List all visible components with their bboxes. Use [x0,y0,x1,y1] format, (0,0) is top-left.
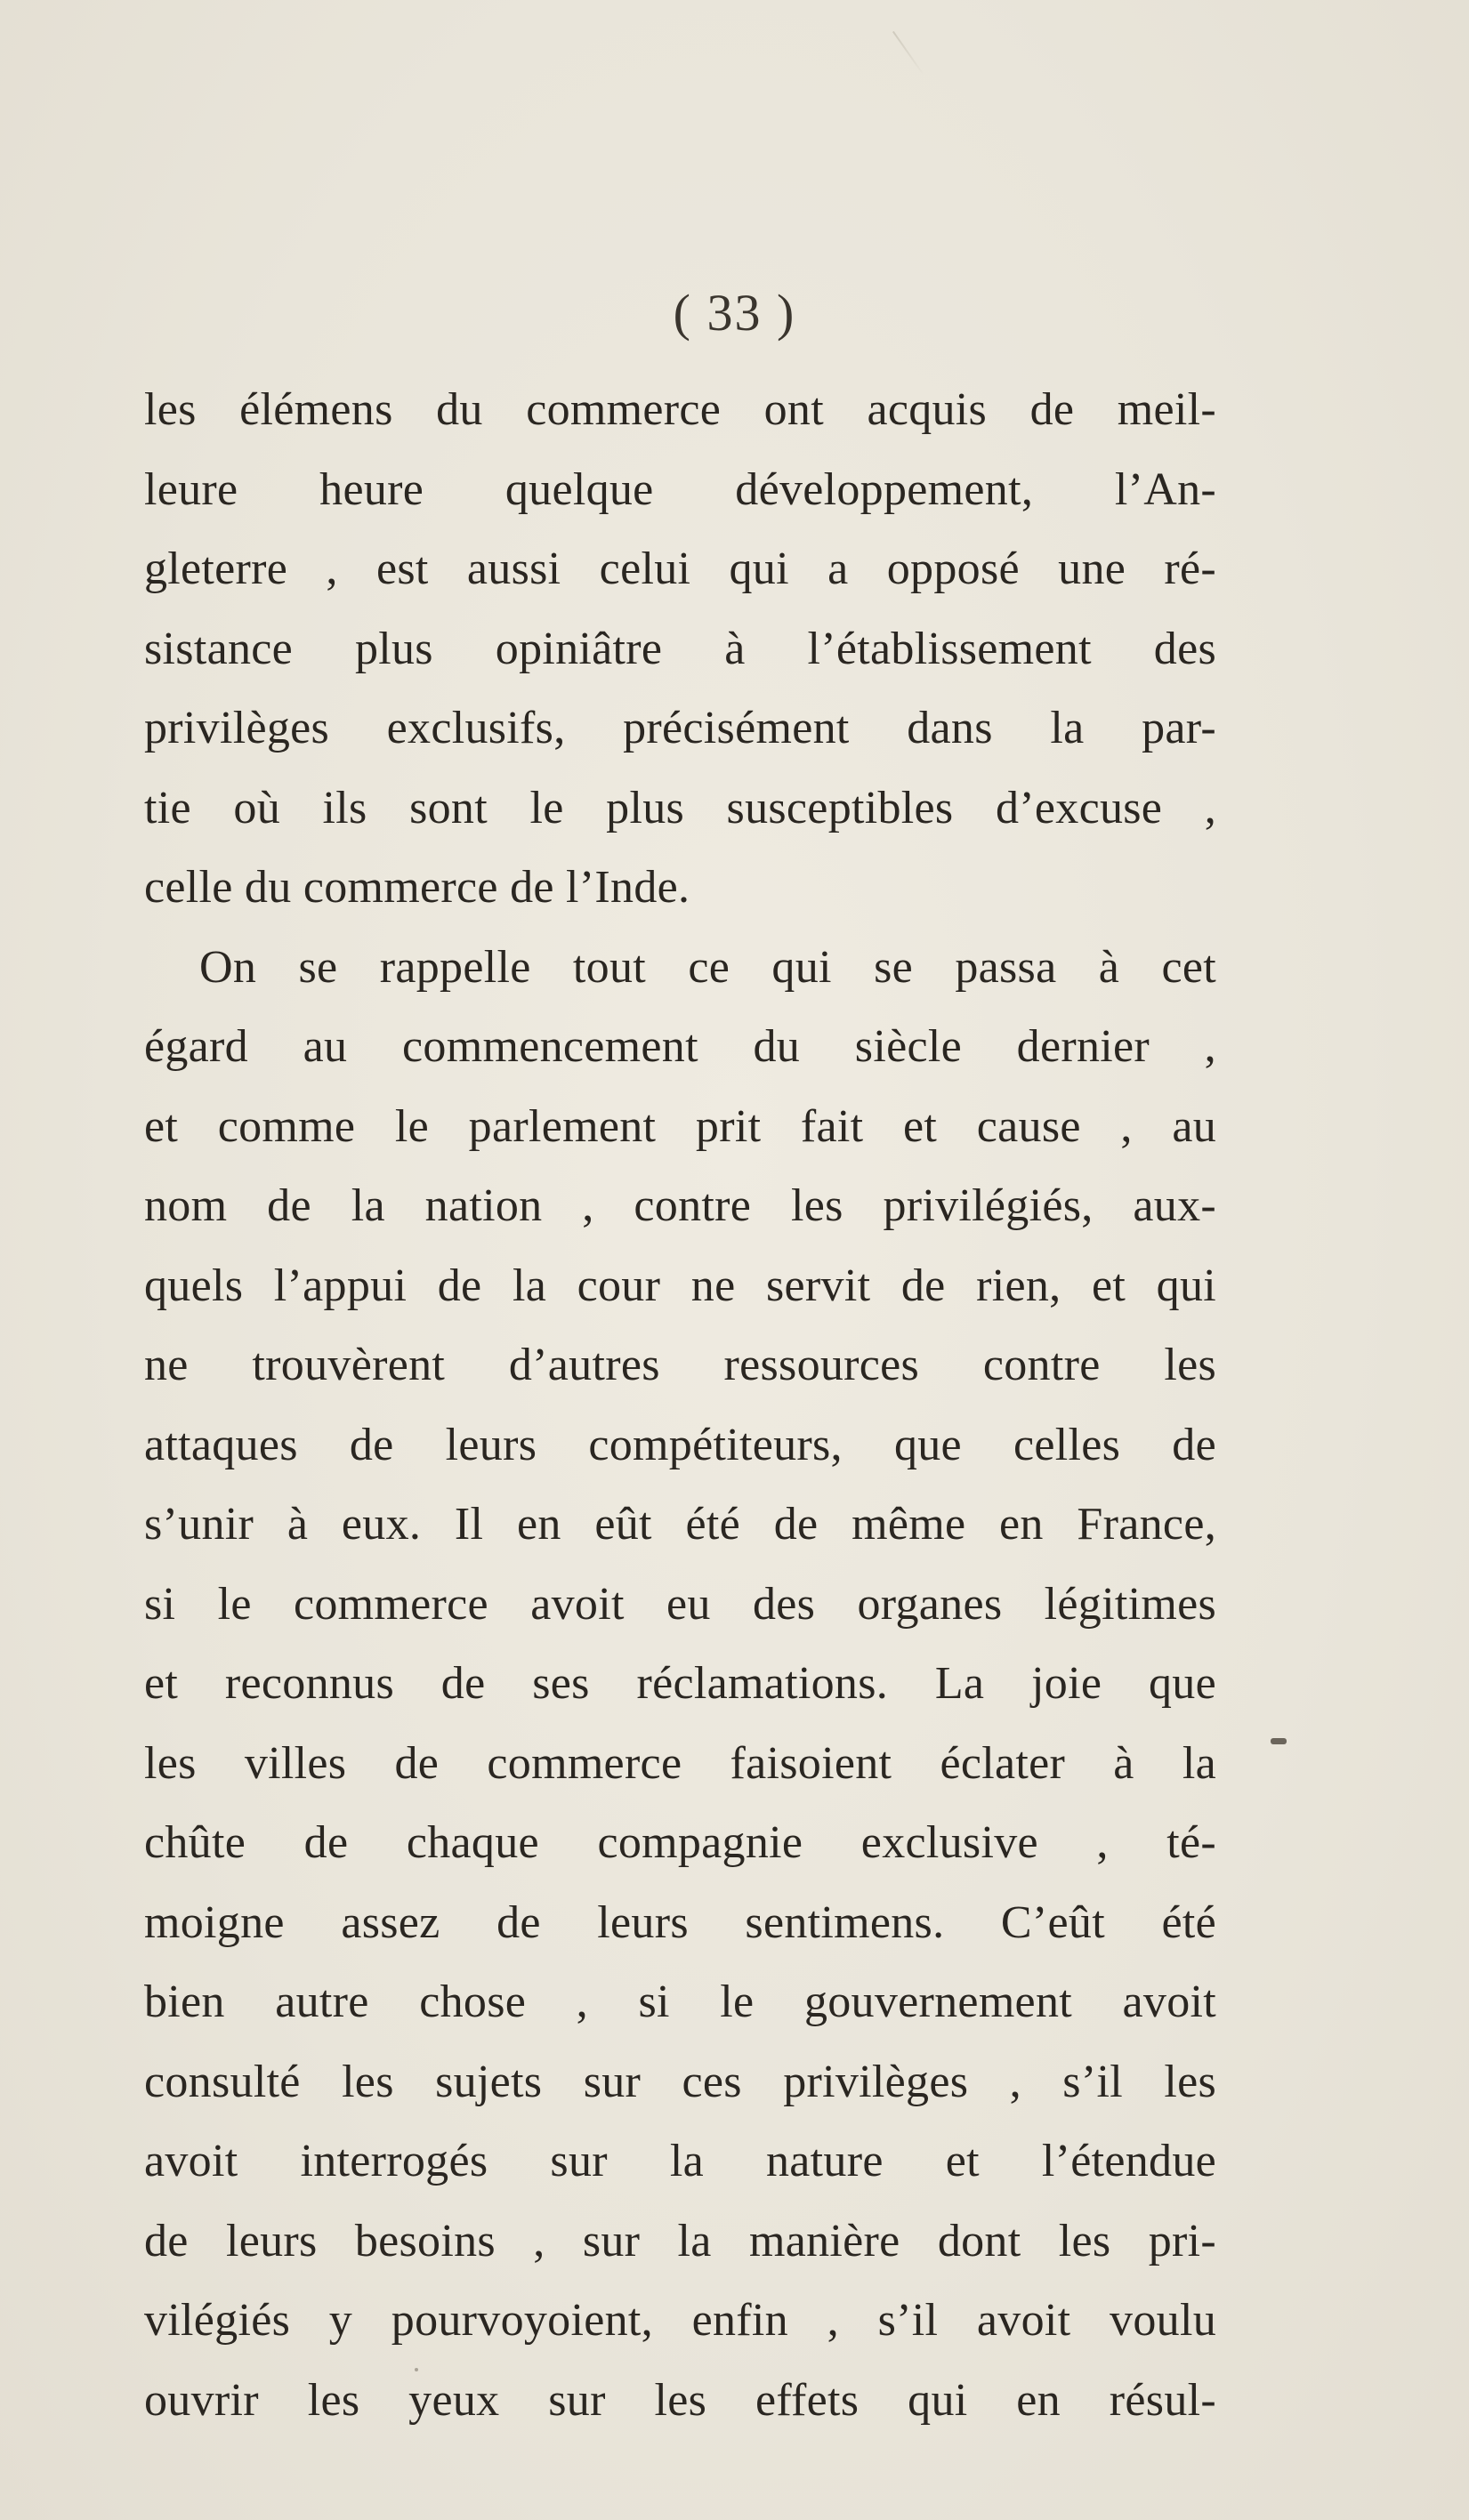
text-line: et reconnus de ses réclamations. La joie que [144,1658,1216,1709]
text-line: chûte de chaque compagnie exclusive , té- [144,1817,1216,1868]
text-line: On se rappelle tout ce qui se passa à cet [199,941,1216,993]
text-line: ne trouvèrent d’autres ressources contre les [144,1340,1216,1390]
text-line: de leurs besoins , sur la manière dont les pri- [144,2215,1216,2266]
text-line: s’unir à eux. Il en eût été de même en France, [144,1499,1216,1550]
text-line: gleterre , est aussi celui qui a opposé une ré- [144,543,1216,594]
text-line: égard au commencement du siècle dernier , [144,1021,1216,1072]
text-line: si le commerce avoit eu des organes légitimes [144,1578,1216,1630]
text-line: avoit interrogés sur la nature et l’étendue [144,2136,1216,2186]
text-line: vilégiés y pourvoyoient, enfin , s’il avoit voulu [144,2295,1216,2346]
text-line: quels l’appui de la cour ne servit de rien, et qui [144,1260,1216,1311]
ink-speck [415,2368,418,2371]
text-line: les villes de commerce faisoient éclater à la [144,1737,1216,1789]
text-line: nom de la nation , contre les privilégiés, aux- [144,1180,1216,1231]
text-line: privilèges exclusifs, précisément dans la par- [144,703,1216,753]
text-line: tie où ils sont le plus susceptibles d’excuse , [144,782,1216,833]
text-line: leure heure quelque développement, l’An- [144,463,1216,515]
text-line: consulté les sujets sur ces privilèges , s’il les [144,2056,1216,2107]
page-number: ( 33 ) [673,284,796,342]
body-text [144,370,1216,2440]
text-line: bien autre chose , si le gouvernement avoit [144,1977,1216,2027]
paper-crease [892,31,924,76]
ink-speck [1271,1738,1287,1744]
text-line: les élémens du commerce ont acquis de meil- [144,384,1216,435]
text-line: sistance plus opiniâtre à l’établissement des [144,623,1216,674]
text-line: moigne assez de leurs sentimens. C’eût été [144,1896,1216,1948]
text-line: attaques de leurs compétiteurs, que celles de [144,1419,1216,1470]
text-line: celle du commerce de l’Inde. [144,862,690,913]
text-line: ouvrir les yeux sur les effets qui en résul- [144,2374,1216,2426]
text-line: et comme le parlement prit fait et cause , au [144,1100,1216,1152]
